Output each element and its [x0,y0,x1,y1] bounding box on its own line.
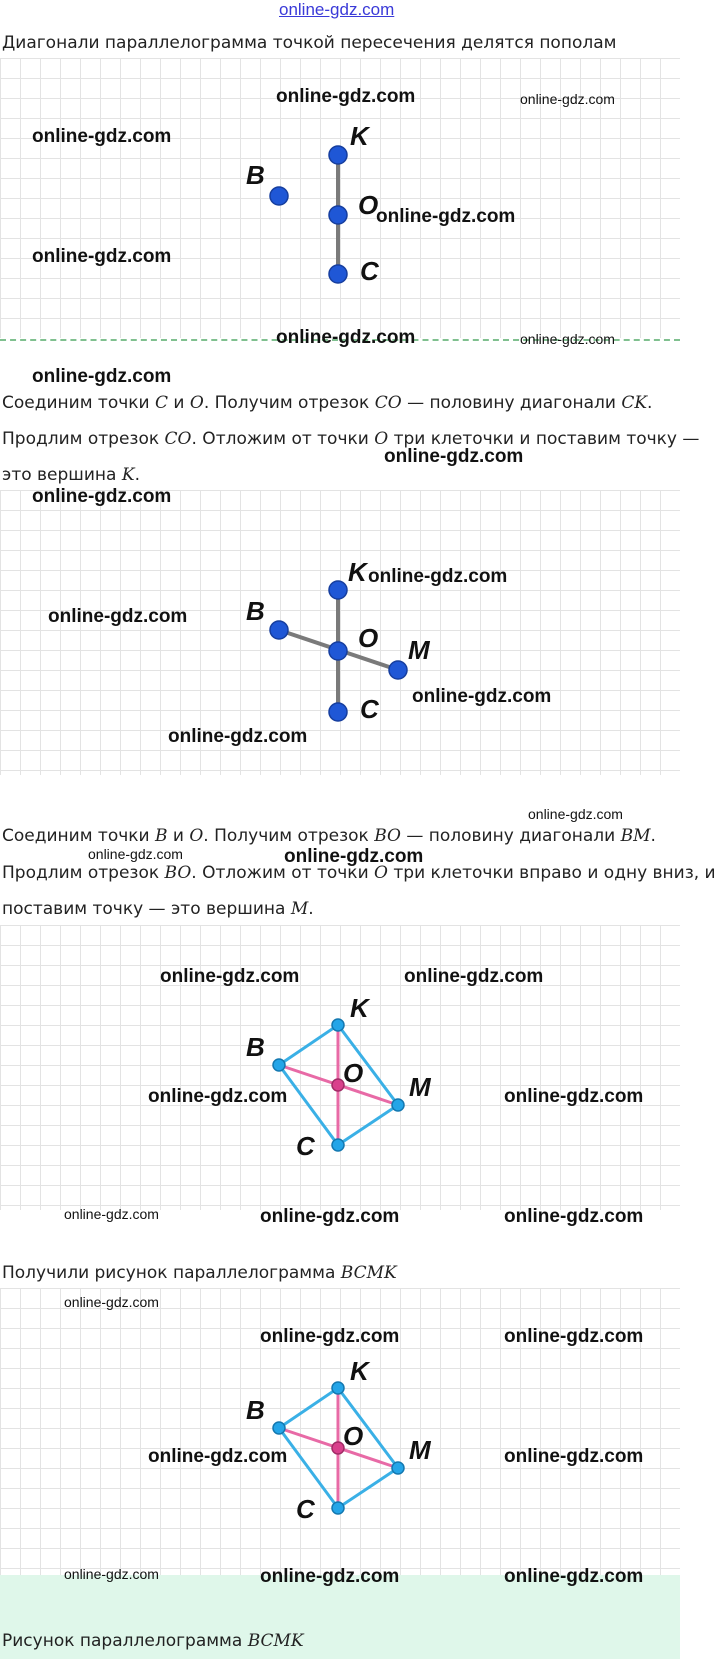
watermark: online-gdz.com [276,327,416,348]
vertex-k [332,1382,344,1394]
watermark: online-gdz.com [504,1326,644,1347]
step1-line-1: Соединим точки C и O. Получим отрезок CO — половину диагонали CK. [2,393,653,413]
vertex-m [392,1099,404,1111]
watermark: online-gdz.com [32,246,172,267]
watermark: online-gdz.com [148,1086,288,1107]
watermark: online-gdz.com [520,91,615,107]
label-m: M [409,1435,431,1465]
intro-statement: Диагонали параллелограмма точкой пересечения делятся пополам [2,33,617,53]
step2-line-3: поставим точку — это вершина M. [2,899,314,919]
watermark: online-gdz.com [376,206,516,227]
label-k: K [350,121,369,151]
watermark: online-gdz.com [260,1206,400,1227]
watermark: online-gdz.com [32,486,172,507]
point-o [329,206,347,224]
watermark: online-gdz.com [368,566,508,587]
watermark: online-gdz.com [32,366,172,387]
answer-line: Рисунок параллелограмма BCMK [2,1631,304,1651]
step1-line-2: Продлим отрезок CO. Отложим от точки O три клеточки и поставим точку — [2,429,700,449]
watermark: online-gdz.com [64,1566,159,1582]
watermark: online-gdz.com [504,1206,644,1227]
figure-2 [0,490,680,775]
watermark: online-gdz.com [520,331,615,347]
watermark: online-gdz.com [260,1326,400,1347]
watermark: online-gdz.com [504,1446,644,1467]
label-c: C [296,1494,315,1524]
label-o: O [343,1421,364,1451]
vertex-m [392,1462,404,1474]
label-o: O [343,1058,364,1088]
watermark: online-gdz.com [64,1206,159,1222]
label-k: K [350,993,369,1023]
step2-line-2: Продлим отрезок BO. Отложим от точки O три клеточки вправо и одну вниз, и [2,863,716,883]
step2-line-1: Соединим точки B и O. Получим отрезок BO — половину диагонали BM. [2,826,656,846]
watermark: online-gdz.com [284,846,424,867]
watermark: online-gdz.com [384,446,524,467]
figure-3 [0,925,680,1210]
label-o: O [358,190,379,220]
watermark: online-gdz.com [168,726,308,747]
label-c: C [360,256,379,286]
label-b: B [246,1395,265,1425]
watermark: online-gdz.com [148,1446,288,1467]
label-b: B [246,1032,265,1062]
vertex-b [273,1059,285,1071]
vertex-b [273,1422,285,1434]
point-b [270,187,288,205]
label-b: B [246,160,265,190]
label-m: M [409,1072,431,1102]
watermark: online-gdz.com [260,1566,400,1587]
watermark: online-gdz.com [504,1086,644,1107]
watermark: online-gdz.com [88,846,183,862]
watermark: online-gdz.com [160,966,300,987]
watermark: online-gdz.com [48,606,188,627]
figure-2-grid [0,490,680,775]
vertex-c [332,1502,344,1514]
site-link[interactable]: online-gdz.com [279,0,395,19]
step1-line-3: это вершина K. [2,465,140,485]
label-c: C [296,1131,315,1161]
point-o [329,642,347,660]
label-c: C [360,694,379,724]
label-k: K [348,557,367,587]
watermark: online-gdz.com [64,1294,159,1310]
watermark: online-gdz.com [404,966,544,987]
label-b: B [246,596,265,626]
vertex-c [332,1139,344,1151]
point-k [329,581,347,599]
vertex-k [332,1019,344,1031]
watermark: online-gdz.com [504,1566,644,1587]
point-b [270,621,288,639]
watermark: online-gdz.com [528,806,623,822]
label-k: K [350,1356,369,1386]
point-c [329,703,347,721]
result-line: Получили рисунок параллелограмма BCMK [2,1263,397,1283]
point-c [329,265,347,283]
watermark: online-gdz.com [412,686,552,707]
label-o: O [358,623,379,653]
point-m [389,661,407,679]
watermark: online-gdz.com [276,86,416,107]
point-k [329,146,347,164]
watermark: online-gdz.com [32,126,172,147]
figure-3-grid [0,925,680,1210]
label-m: M [408,635,430,665]
